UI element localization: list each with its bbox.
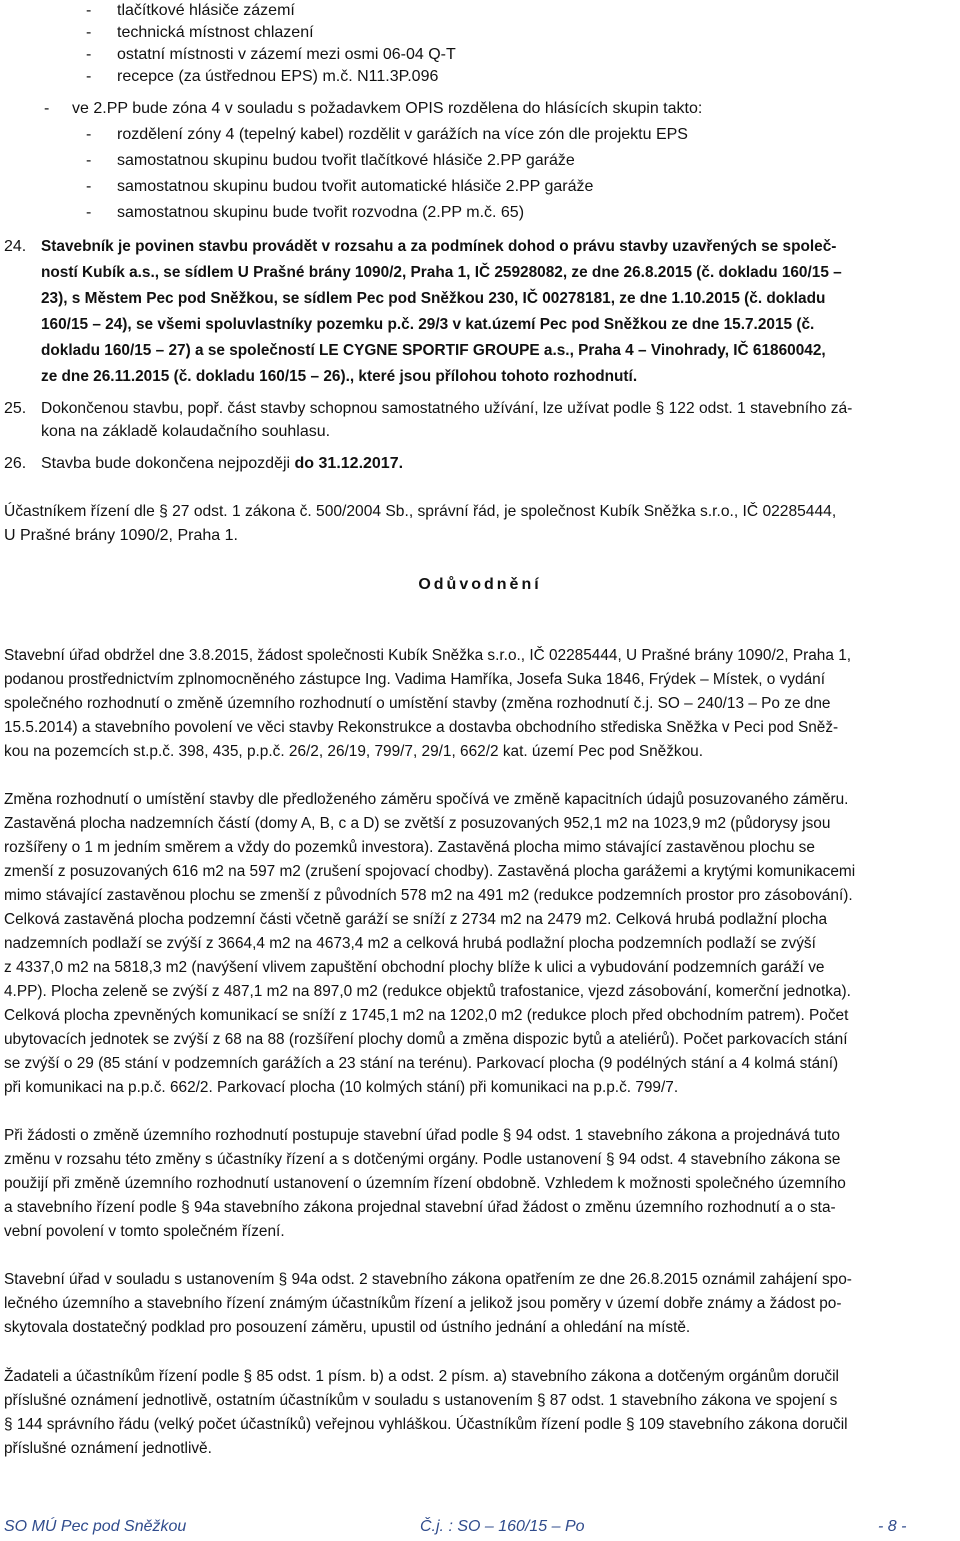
item-26-text: Stavba bude dokončena nejpozději: [41, 455, 295, 472]
item-number: 25.: [4, 400, 27, 417]
list-item: technická místnost chlazení: [117, 24, 314, 41]
list-item: tlačítkové hlásiče zázemí: [117, 2, 295, 19]
bullet-dash: -: [44, 100, 50, 117]
item-text-line: [41, 453, 403, 475]
paragraph-line: skytovala dostatečný podklad pro posouzení záměru, upustil od ústního jednání a ohledání na místě.: [4, 1319, 691, 1336]
paragraph-line: Celková zastavěná plocha podzemní části včetně garáží se sníží z 2734 m2 na 2479 m2. Celková hrubá podlažní plocha: [4, 911, 828, 928]
item-text-line: 160/15 – 24), se všemi spoluvlastníky pozemku p.č. 29/3 v kat.území Pec pod Sněžkou ze dne 15.7.2015 (č.: [41, 316, 815, 333]
paragraph-line: U Prašné brány 1090/2, Praha 1.: [4, 527, 238, 544]
paragraph-line: při komunikaci na p.p.č. 662/2. Parkovací plocha (10 kolmých stání) při komunikaci na p.p.č. 799/7.: [4, 1079, 679, 1096]
paragraph-line: lečného územního a stavebního řízení známým účastníkům řízení a jelikož jsou poměry v území dobře známy a žádost po-: [4, 1295, 842, 1312]
paragraph-line: Stavební úřad obdržel dne 3.8.2015, žádost společnosti Kubík Sněžka s.r.o., IČ 02285444, U Prašné brány 1090/2, Praha 1,: [4, 647, 852, 664]
bullet-dash: -: [86, 2, 92, 19]
paragraph-line: Účastníkem řízení dle § 27 odst. 1 zákona č. 500/2004 Sb., správní řád, je společnost Kubík Sněžka s.r.o., IČ 02285444,: [4, 503, 837, 520]
footer-page-number: - 8 -: [878, 1518, 907, 1535]
paragraph-line: změnu v rozsahu této změny s účastníky řízení a s dotčenými orgány. Podle ustanovení § 94 odst. 4 stavebního zákona se: [4, 1151, 841, 1168]
list-item: rozdělení zóny 4 (tepelný kabel) rozdělit v garážích na více zón dle projektu EPS: [117, 126, 688, 143]
bullet-dash: -: [86, 46, 92, 63]
paragraph-line: Žadateli a účastníkům řízení podle § 85 odst. 1 písm. b) a odst. 2 písm. a) stavebního zákona a dotčeným orgánům doručil: [4, 1368, 839, 1385]
bullet-dash: -: [86, 178, 92, 195]
paragraph-line: použijí při změně územního rozhodnutí ustanovení o územním řízení obdobně. Vzhledem k možnosti společného územního: [4, 1175, 846, 1192]
list-item: samostatnou skupinu bude tvořit rozvodna (2.PP m.č. 65): [117, 204, 525, 221]
bullet-dash: -: [86, 24, 92, 41]
item-text-line: 23), s Městem Pec pod Sněžkou, se sídlem Pec pod Sněžkou 230, IČ 00278181, ze dne 1.10.2015 (č. dokladu: [41, 290, 826, 307]
item-number: 24.: [4, 238, 27, 255]
paragraph-line: a stavebního řízení podle § 94a stavebního zákona projednal stavební úřad žádost o změnu územního rozhodnutí a o sta-: [4, 1199, 836, 1216]
bullet-dash: -: [86, 152, 92, 169]
paragraph-line: 15.5.2014) a stavebního povolení ve věci stavby Rekonstrukce a dostavba obchodního střediska Sněžka v Peci pod Sněž-: [4, 719, 839, 736]
item-text-line: kona na základě kolaudačního souhlasu.: [41, 423, 331, 440]
bullet-dash: -: [86, 126, 92, 143]
paragraph-line: kou na pozemcích st.p.č. 398, 435, p.p.č. 26/2, 26/19, 799/7, 29/1, 662/2 kat. území Pec pod Sněžkou.: [4, 743, 704, 760]
paragraph-line: vební povolení v tomto společném řízení.: [4, 1223, 285, 1240]
list-item: recepce (za ústřednou EPS) m.č. N11.3P.096: [117, 68, 439, 85]
paragraph-line: Zastavěná plocha nadzemních částí (domy A, B, c a D) se zvětší z posuzovaných 952,1 m2 na 1023,9 m2 (půdorysy jsou: [4, 815, 831, 832]
list-item: ostatní místnosti v zázemí mezi osmi 06-04 Q-T: [117, 46, 456, 63]
paragraph-line: rozšířeny o 1 m jedním směrem a vždy do pozemků investora). Zastavěná plocha mimo stávající zastavěnou plochu se: [4, 839, 815, 856]
paragraph-line: podanou prostřednictvím zplnomocněného zástupce Ing. Vadima Hamříka, Josefa Suka 1846, Frýdek – Místek, o vydání: [4, 671, 825, 688]
section-heading: Odůvodnění: [418, 576, 542, 593]
paragraph-line: příslušné oznámení jednotlivě.: [4, 1440, 212, 1457]
paragraph-line: Při žádosti o změně územního rozhodnutí postupuje stavební úřad podle § 94 odst. 1 stavebního zákona a projednává tuto: [4, 1127, 840, 1144]
paragraph-line: z 4337,0 m2 na 5818,3 m2 (navýšení vlivem zapuštění obchodní plochy blíže k ulici a vybudování podzemních garáží ve: [4, 959, 825, 976]
footer-reference: Č.j. : SO – 160/15 – Po: [420, 1518, 585, 1535]
paragraph-line: Celková plocha zpevněných komunikací se sníží z 1745,1 m2 na 1202,0 m2 (redukce ploch před obchodním patrem). Počet: [4, 1007, 849, 1024]
paragraph-line: Změna rozhodnutí o umístění stavby dle předloženého záměru spočívá ve změně kapacitních údajů posuzovaného záměru.: [4, 791, 849, 808]
list-item: ve 2.PP bude zóna 4 v souladu s požadavkem OPIS rozdělena do hlásících skupin takto:: [72, 100, 703, 117]
paragraph-line: příslušné oznámení jednotlivě, ostatním účastníkům v souladu s ustanovením § 87 odst. 1 stavebního zákona ve spojení s: [4, 1392, 838, 1409]
item-text-line: ze dne 26.11.2015 (č. dokladu 160/15 – 26)., které jsou přílohou tohoto rozhodnutí.: [41, 368, 638, 385]
item-text-line: ností Kubík a.s., se sídlem U Prašné brány 1090/2, Praha 1, IČ 25928082, ze dne 26.8.2015 (č. dokladu 160/15 –: [41, 264, 842, 281]
paragraph-line: zmenší z posuzovaných 616 m2 na 597 m2 (zrušení spojovací chodby). Zastavěná plocha garážemi a krytými komunikacemi: [4, 863, 856, 880]
paragraph-line: ubytovacích jednotek se zvýší z 68 na 88 (rozšíření plochy domů a změna dispozic bytů a ateliérů). Počet parkovacích stání: [4, 1031, 848, 1048]
paragraph-line: se zvýší o 29 (85 stání v podzemních garážích a 23 stání na terénu). Parkovací plocha (9 podélných stání a 4 kolmá stání): [4, 1055, 839, 1072]
paragraph-line: společného rozhodnutí o změně územního rozhodnutí o umístění stavby (změna rozhodnutí č.j. SO – 240/13 – Po ze dne: [4, 695, 831, 712]
paragraph-line: Stavební úřad v souladu s ustanovením § 94a odst. 2 stavebního zákona opatřením ze dne 26.8.2015 oznámil zahájení spo-: [4, 1271, 852, 1288]
bullet-dash: -: [86, 68, 92, 85]
paragraph-line: mimo stávající zastavěnou plochu se zmenší z původních 578 m2 na 491 m2 (redukce podzemních prostor pro zásobování).: [4, 887, 853, 904]
item-text-line: dokladu 160/15 – 27) a se společností LE CYGNE SPORTIF GROUPE a.s., Praha 4 – Vinohrady, IČ 61860042,: [41, 342, 826, 359]
paragraph-line: § 144 správního řádu (velký počet účastníků) veřejnou vyhláškou. Účastníkům řízení podle § 109 stavebního zákona doručil: [4, 1416, 848, 1433]
paragraph-line: nadzemních podlaží se zvýší z 3664,4 m2 na 4673,4 m2 a celková hrubá podlažní plocha podzemních podlaží se zvýší: [4, 935, 816, 952]
item-26-deadline: do 31.12.2017.: [294, 455, 404, 472]
item-text-line: Dokončenou stavbu, popř. část stavby schopnou samostatného užívání, lze užívat podle § 122 odst. 1 stavebního zá-: [41, 400, 853, 417]
item-number: 26.: [4, 455, 27, 472]
footer-office: SO MÚ Pec pod Sněžkou: [4, 1518, 187, 1535]
list-item: samostatnou skupinu budou tvořit automatické hlásiče 2.PP garáže: [117, 178, 594, 195]
item-text-line: Stavebník je povinen stavbu provádět v rozsahu a za podmínek dohod o právu stavby uzavřených se společ-: [41, 238, 837, 255]
list-item: samostatnou skupinu budou tvořit tlačítkové hlásiče 2.PP garáže: [117, 152, 575, 169]
paragraph-line: 4.PP). Plocha zeleně se zvýší z 487,1 m2 na 897,0 m2 (redukce objektů trafostanice, vjezd zásobování, komerční jednotka).: [4, 983, 851, 1000]
bullet-dash: -: [86, 204, 92, 221]
